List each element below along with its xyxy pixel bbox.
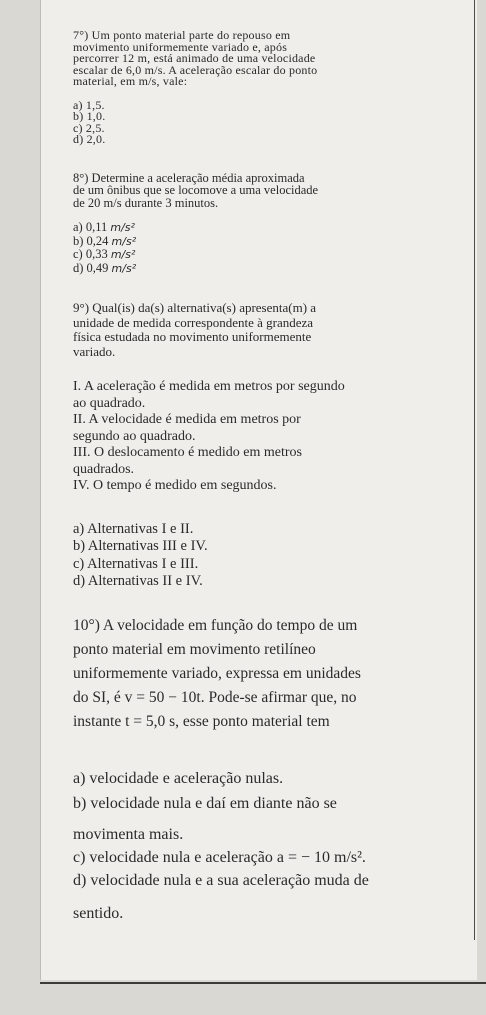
q8-line: de um ônibus que se locomove a uma velocidade [73,183,319,197]
q8-option-c-unit: m/s² [110,248,136,261]
q8-option-a-unit: m/s² [110,221,135,234]
q8-option-b-unit: m/s² [111,234,137,248]
question-10 [73,617,473,731]
question-9 [73,301,473,359]
q10-line: 10°) A velocidade em função do tempo de um [73,616,358,634]
q8-option-d [73,262,473,276]
q10-option-b-cont: movimenta mais. [73,825,184,843]
q8-option-c-value: c) 0,33 [73,247,108,261]
q9-line: física estudada no movimento uniformemente [73,329,312,344]
q10-option-c: c) velocidade nula e aceleração a = − 10 m/s². [73,848,366,866]
q8-option-b-value: b) 0,24 [73,233,109,248]
q7-line: movimento uniformemente variado e, após [73,39,288,54]
q10-option-d: d) velocidade nula e a sua aceleração muda de [73,871,369,889]
q8-option-d-unit: m/s² [111,261,137,275]
q8-option-d-value: d) 0,49 [73,260,109,275]
q10-option-a: a) velocidade e aceleração nulas. [73,769,284,787]
q9-option-d: d) Alternativas II e IV. [73,573,203,589]
q8-line: 8°) Determine a aceleração média aproximada [73,170,305,185]
q9-option-c: c) Alternativas I e III. [73,555,199,572]
q8-option-a-value: a) 0,11 [73,220,108,234]
q8-option-c [73,248,473,262]
q7-line: percorrer 12 m, está animado de uma velocidade [73,51,316,65]
q7-option-a: a) 1,5. [73,97,105,112]
q9-statement: segundo ao quadrado. [73,428,196,444]
q10-option-d-cont: sentido. [73,904,124,922]
q9-option-a: a) Alternativas I e II. [73,520,194,537]
q9-line: variado. [73,343,116,359]
q7-option-d: d) 2,0. [73,132,106,146]
q9-statement: III. O deslocamento é medido em metros [73,445,302,460]
question-7 [73,30,473,146]
worksheet-content [73,30,473,923]
q9-line: 9°) Qual(is) da(s) alternativa(s) apresenta(m) a [73,300,317,315]
q7-line: 7°) Um ponto material parte do repouso em [73,28,291,42]
q9-statement: quadrados. [73,461,135,477]
q9-statement: IV. O tempo é medido em segundos. [73,478,277,493]
q7-option-c: c) 2,5. [73,120,105,135]
q8-line: de 20 m/s durante 3 minutos. [73,195,219,210]
q10-line: ponto material em movimento retilíneo [73,640,316,658]
q9-statement: I. A aceleração é medida em metros por segundo [73,379,345,394]
q9-statement: ao quadrado. [73,395,146,411]
paper-edge-line [40,982,486,984]
q7-option-b: b) 1,0. [73,109,106,123]
q8-option-b [73,235,473,249]
q9-option-b: b) Alternativas III e IV. [73,538,208,554]
q9-line: unidade de medida correspondente à grandeza [73,314,314,330]
margin-rule [474,0,475,940]
q8-option-a [73,221,473,235]
q9-statement: II. A velocidade é medida em metros por [73,412,301,427]
q10-line: do SI, é v = 50 − 10t. Pode-se afirmar que, no [73,688,357,706]
question-10-options [73,769,473,923]
q7-line: escalar de 6,0 m/s. A aceleração escalar do ponto [73,62,318,77]
q10-option-b: b) velocidade nula e daí em diante não se [73,794,337,812]
question-8 [73,172,473,276]
q10-line: uniformemente variado, expressa em unidades [73,664,361,682]
q10-line: instante t = 5,0 s, esse ponto material tem [73,712,330,730]
question-9-statements [73,379,473,495]
question-9-options [73,521,473,591]
q7-line: material, em m/s, vale: [73,74,188,88]
